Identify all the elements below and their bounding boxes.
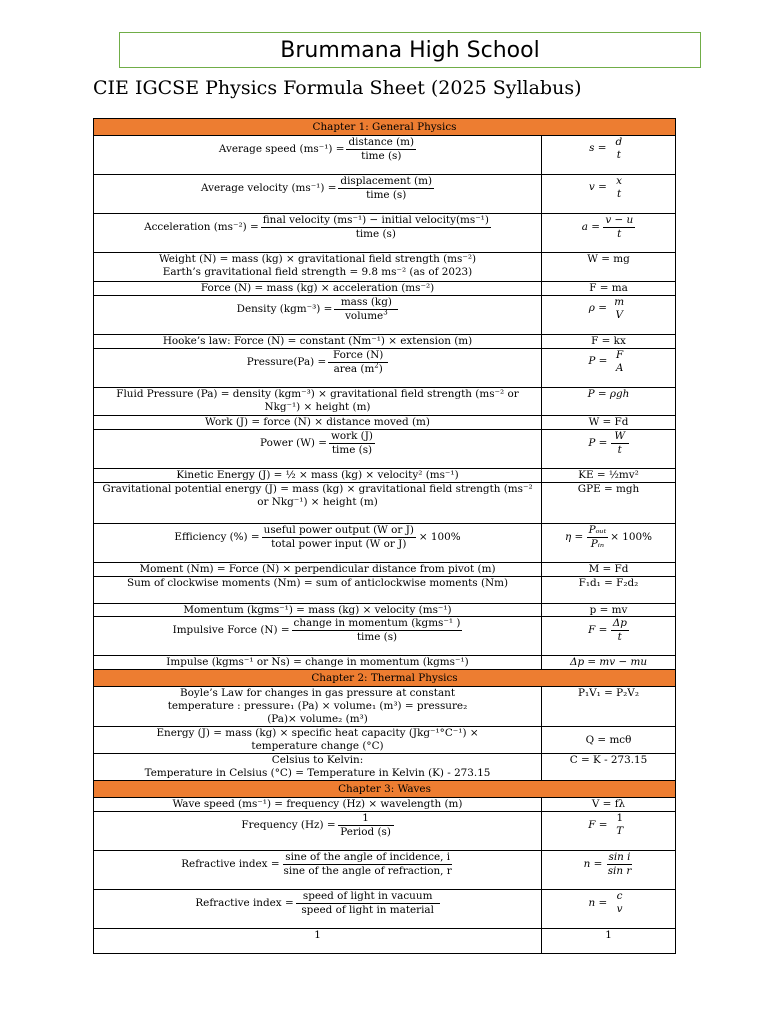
fraction-numerator: 1	[338, 812, 394, 826]
formula-row-hookes-law	[94, 334, 676, 348]
denominator-close: )	[378, 362, 383, 375]
symbol-numerator: d	[615, 136, 623, 148]
chapter-title: Chapter 2: Thermal Physics	[94, 670, 676, 687]
school-name-box	[119, 32, 701, 68]
fraction-numerator: distance (m)	[348, 136, 415, 148]
fraction-denominator: time (s)	[366, 188, 407, 201]
fraction-denominator: time (s)	[331, 443, 373, 456]
fraction-denominator: area (m	[333, 362, 375, 375]
fraction-numerator: useful power output (W or J)	[263, 523, 414, 536]
symbol-lhs: s =	[589, 142, 607, 155]
formula-text: Boyle’s Law for changes in gas pressure at constant temperature : pressure₁ (Pa) × volume₁ (m³) = pressure₂ (Pa)× volume₂ (m³)	[94, 687, 542, 727]
chapter-title: Chapter 1: General Physics	[94, 119, 676, 136]
formula-label: Impulsive Force (N) =	[172, 624, 290, 637]
formula-text: Momentum (kgms⁻¹) = mass (kg) × velocity (ms⁻¹)	[94, 603, 542, 617]
formula-text: Kinetic Energy (J) = ½ × mass (kg) × velocity² (ms⁻¹)	[94, 468, 542, 482]
formula-row-acceleration	[94, 214, 676, 253]
fraction-denominator: speed of light in material	[301, 904, 434, 917]
symbol-lhs: n =	[583, 858, 603, 871]
formula-text: Gravitational potential energy (J) = mass (kg) × gravitational field strength (ms⁻² or Nkg⁻¹) × height (m)	[94, 482, 542, 523]
formula-label: Density (kgm⁻³) =	[236, 302, 333, 315]
formula-row-boyles-law	[94, 687, 676, 727]
formula-symbolic: F₁d₁ = F₂d₂	[542, 576, 676, 603]
fraction-numerator: final velocity (ms⁻¹) − initial velocity(ms⁻¹)	[262, 214, 489, 226]
denominator-superscript: 3	[383, 308, 388, 317]
formula-text: Impulse (kgms⁻¹ or Ns) = change in momentum (kgms⁻¹)	[94, 656, 542, 670]
fraction-numerator: sine of the angle of incidence, i	[285, 851, 451, 864]
formula-text: Energy (J) = mass (kg) × specific heat capacity (Jkg⁻¹°C⁻¹) × temperature change (°C)	[94, 727, 542, 754]
symbol-denominator: A	[615, 361, 624, 374]
formula-label: Acceleration (ms⁻²) =	[144, 220, 259, 233]
formula-text: Sum of clockwise moments (Nm) = sum of anticlockwise moments (Nm)	[94, 576, 542, 603]
formula-row-efficiency	[94, 523, 676, 562]
formula-text: Fluid Pressure (Pa) = density (kgm⁻³) × gravitational field strength (ms⁻² or Nkg⁻¹) × height (m)	[94, 387, 542, 415]
formula-row-principle-of-moments	[94, 576, 676, 603]
formula-symbolic: C = K - 273.15	[542, 754, 676, 781]
formula-symbolic: 1	[542, 929, 676, 954]
formula-text: 1	[94, 929, 542, 954]
fraction-denominator: time (s)	[356, 631, 398, 644]
formula-symbolic: M = Fd	[542, 562, 676, 576]
formula-label: Pressure(Pa) =	[246, 355, 327, 368]
symbol-numerator: sin i	[608, 851, 631, 864]
symbol-numerator: m	[614, 295, 625, 308]
symbol-numerator: x	[616, 175, 623, 187]
formula-row-momentum	[94, 603, 676, 617]
symbol-denominator: Pᵢₙ	[590, 537, 605, 550]
formula-symbolic: F = kx	[542, 334, 676, 348]
formula-symbolic: F = ma	[542, 282, 676, 296]
fraction-numerator: change in momentum (kgms⁻¹ )	[293, 617, 461, 630]
formula-symbolic: Q = mcθ	[542, 727, 676, 754]
formula-row-average-speed	[94, 136, 676, 175]
fraction-numerator: work (J)	[330, 429, 373, 442]
formula-row-pressure	[94, 348, 676, 387]
formula-text: Wave speed (ms⁻¹) = frequency (Hz) × wavelength (m)	[94, 798, 542, 812]
formula-row-refractive-index-angles	[94, 851, 676, 890]
formula-symbolic: Δp = mv − mu	[542, 656, 676, 670]
school-name: Brummana High School	[280, 37, 540, 63]
symbol-denominator: t	[617, 227, 622, 240]
formula-row-specific-heat	[94, 727, 676, 754]
fraction-numerator: speed of light in vacuum	[296, 890, 440, 904]
symbol-numerator: W	[611, 430, 629, 444]
formula-label: Power (W) =	[260, 436, 327, 449]
fraction-numerator: displacement (m)	[340, 175, 432, 187]
symbol-denominator: t	[617, 631, 622, 644]
symbol-numerator: v − u	[605, 214, 634, 226]
symbol-denominator: V	[615, 308, 623, 321]
formula-text: Hooke’s law: Force (N) = constant (Nm⁻¹) × extension (m)	[94, 334, 542, 348]
symbol-numerator: c	[616, 890, 623, 903]
denominator-superscript: 2	[374, 361, 379, 370]
fraction-numerator: mass (kg)	[334, 296, 398, 310]
formula-row-average-velocity	[94, 175, 676, 214]
symbol-lhs: F =	[588, 624, 608, 637]
formula-row-partial	[94, 929, 676, 954]
fraction-denominator: time (s)	[355, 227, 396, 240]
symbol-numerator: Pₒᵤₜ	[588, 523, 607, 536]
formula-text: Force (N) = mass (kg) × acceleration (ms⁻²)	[94, 282, 542, 296]
formula-note: Earth’s gravitational field strength = 9.8 ms⁻² (as of 2023)	[162, 265, 473, 278]
symbol-denominator: t	[616, 148, 621, 161]
symbol-denominator: sin r	[607, 865, 632, 878]
symbol-suffix: × 100%	[610, 530, 652, 543]
formula-row-power	[94, 429, 676, 468]
symbol-lhs: v =	[588, 181, 607, 194]
symbol-lhs: F =	[588, 818, 608, 831]
formula-row-refractive-index-speeds	[94, 890, 676, 929]
chapter-header-thermal	[94, 670, 676, 687]
formula-label: Refractive index =	[195, 897, 294, 910]
formula-row-moment	[94, 562, 676, 576]
formula-row-kinetic-energy	[94, 468, 676, 482]
fraction-denominator: volume	[345, 309, 384, 322]
formula-table	[93, 118, 676, 954]
sheet-title: CIE IGCSE Physics Formula Sheet (2025 Syllabus)	[93, 77, 582, 99]
formula-text: Weight (N) = mass (kg) × gravitational field strength (ms⁻²)	[158, 253, 477, 265]
formula-row-celsius-kelvin	[94, 754, 676, 781]
symbol-lhs: P =	[588, 355, 608, 368]
fraction-numerator: Force (N)	[328, 349, 388, 363]
symbol-denominator: t	[617, 187, 622, 200]
symbol-numerator: F	[616, 348, 624, 361]
formula-symbolic: V = fλ	[542, 798, 676, 812]
formula-suffix: × 100%	[418, 530, 461, 543]
formula-row-density	[94, 295, 676, 334]
chapter-title: Chapter 3: Waves	[94, 781, 676, 798]
formula-symbolic: GPE = mgh	[542, 482, 676, 523]
symbol-lhs: η =	[565, 530, 584, 543]
formula-label: Average velocity (ms⁻¹) =	[201, 181, 337, 194]
fraction-denominator: time (s)	[361, 149, 402, 162]
chapter-header-waves	[94, 781, 676, 798]
formula-text: Work (J) = force (N) × distance moved (m)	[94, 415, 542, 429]
symbol-lhs: ρ =	[588, 302, 607, 315]
formula-text: Moment (Nm) = Force (N) × perpendicular distance from pivot (m)	[94, 562, 542, 576]
formula-row-fluid-pressure	[94, 387, 676, 415]
symbol-numerator: Δp	[612, 617, 627, 630]
formula-label: Average speed (ms⁻¹) =	[218, 142, 345, 155]
formula-label: Frequency (Hz) =	[241, 819, 336, 832]
formula-label: Refractive index =	[181, 858, 280, 871]
formula-note: Temperature in Celsius (°C) = Temperature in Kelvin (K) - 273.15	[144, 767, 491, 780]
symbol-lhs: n =	[588, 896, 608, 909]
fraction-denominator: sine of the angle of refraction, r	[283, 865, 452, 878]
formula-symbolic: P = ρgh	[542, 387, 676, 415]
formula-symbolic: KE = ½mv²	[542, 468, 676, 482]
formula-label: Efficiency (%) =	[174, 530, 260, 543]
symbol-lhs: a =	[581, 220, 601, 233]
chapter-header-general	[94, 119, 676, 136]
formula-row-force	[94, 282, 676, 296]
symbol-denominator: t	[617, 443, 622, 456]
formula-text: Celsius to Kelvin:	[271, 754, 364, 767]
formula-row-impulse	[94, 656, 676, 670]
formula-row-gravitational-potential-energy	[94, 482, 676, 523]
formula-row-weight	[94, 253, 676, 282]
fraction-denominator: Period (s)	[340, 826, 391, 839]
formula-row-wave-speed	[94, 798, 676, 812]
formula-row-work	[94, 415, 676, 429]
formula-symbolic: W = Fd	[542, 415, 676, 429]
symbol-denominator: T	[616, 825, 624, 838]
formula-symbolic: P₁V₁ = P₂V₂	[542, 687, 676, 727]
fraction-denominator: total power input (W or J)	[271, 537, 407, 550]
formula-symbolic: p = mv	[542, 603, 676, 617]
symbol-numerator: 1	[616, 812, 624, 825]
formula-symbolic: W = mg	[542, 253, 676, 282]
symbol-denominator: v	[616, 903, 623, 916]
formula-row-impulsive-force	[94, 617, 676, 656]
formula-row-frequency	[94, 812, 676, 851]
symbol-lhs: P =	[588, 436, 608, 449]
